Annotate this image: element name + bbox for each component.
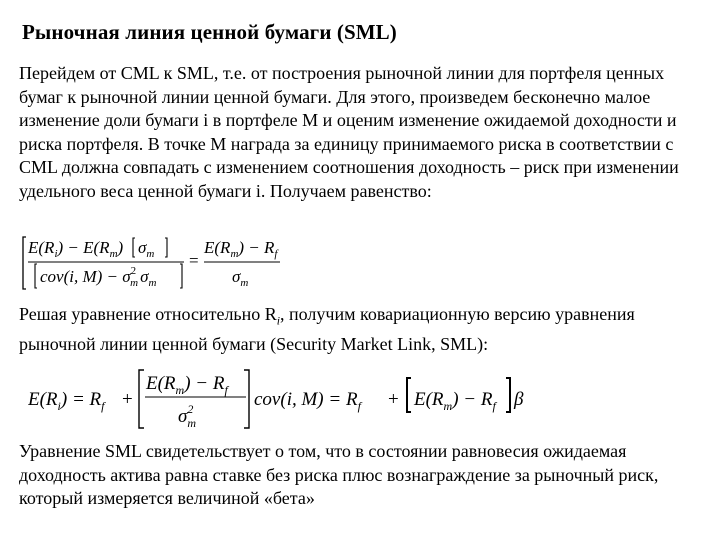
f2-plus2: + bbox=[388, 389, 399, 410]
f1-num-text: $E(R_i) - E(R_m)$ bbox=[28, 238, 124, 260]
f2-cov: cov(i, $M) = R_f$ bbox=[254, 389, 361, 413]
f2-plus1: + bbox=[122, 389, 133, 410]
f2-lhs: $E(R_i) = R_f$ bbox=[28, 389, 105, 413]
f2-frac-den: $\sigma^2$ m bbox=[178, 402, 197, 430]
f1-rhs-den: $\sigma_m$ bbox=[232, 267, 249, 289]
paragraph2-text-b: , получим ковариационную версию уравнения рыночной линии ценной бумаги (Security Market Link, SML): bbox=[19, 304, 635, 355]
paragraph-solving bbox=[19, 303, 709, 357]
f2-beta: β bbox=[514, 389, 524, 410]
paragraph2-text-a: Решая уравнение относительно R bbox=[19, 304, 277, 324]
f1-equals: = bbox=[189, 251, 199, 270]
formula-sml-covariance bbox=[28, 366, 528, 432]
paragraph-cml-to-sml: Перейдем от CML к SML, т.е. от построения рыночной линии для портфеля ценных бумаг к рыночной линии ценной бумаги. Для этого, произведем бесконечно малое изменение доли бумаги i в портфеле М и оценим изменение ожидаемой доходности и риска портфеля. В точке М награда за единицу принимаемого риска в соответствии с CML должна совпадать с изменением соотношения доходность – риск при изменении удельного веса ценной бумаги i. Получаем равенство: bbox=[19, 63, 679, 201]
f2-frac-num: $E(R_m) - R_f$ bbox=[146, 373, 228, 397]
f2-bracket-content: $E(R_m) - R_f$ bbox=[414, 389, 496, 413]
f1-den-text: cov(i, $M) - \sigma^2$ m $\sigma_m$ bbox=[40, 265, 157, 289]
paragraph-sml-conclusion: Уравнение SML свидетельствует о том, что в состоянии равновесия ожидаемая доходность актива равна ставке без риска плюс вознаграждение за рыночный риск, который измеряется величиной «бета» bbox=[19, 441, 659, 508]
f1-num-sigma: $\sigma_m$ bbox=[138, 238, 155, 260]
paragraph2-subscript: i bbox=[276, 314, 281, 328]
slide-title: Рыночная линия ценной бумаги (SML) bbox=[22, 20, 397, 44]
formula-equality bbox=[22, 233, 282, 291]
left-bracket-glyph bbox=[23, 237, 26, 289]
f1-rhs-num: $E(R_m) - R_f$ bbox=[204, 238, 278, 260]
